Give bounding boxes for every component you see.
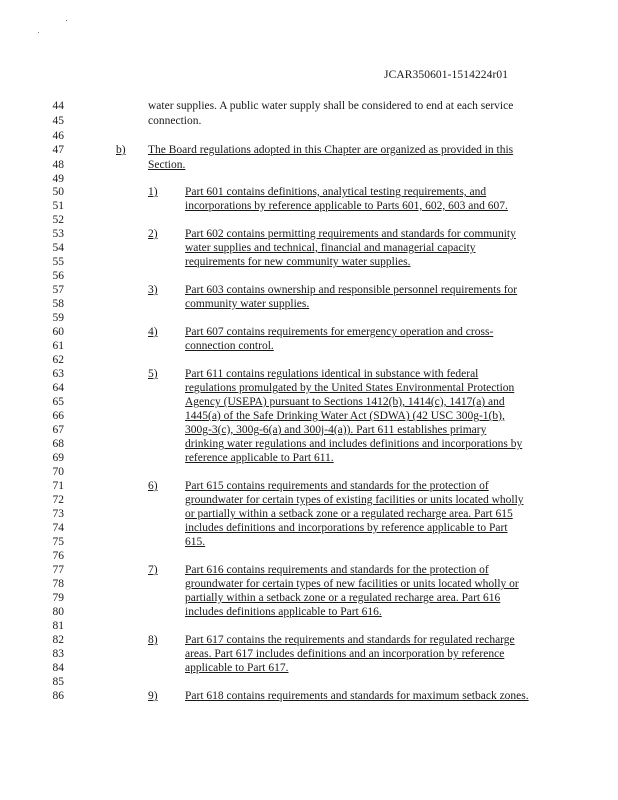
line-number: 84	[52, 662, 64, 674]
line-number: 64	[52, 382, 64, 394]
line-number: 48	[52, 159, 64, 171]
line-number: 55	[52, 256, 64, 268]
line-text: Part 616 contains requirements and standards for the protection of	[185, 564, 489, 576]
line-text: Part 617 contains the requirements and standards for regulated recharge	[185, 634, 515, 646]
line-number: 46	[52, 130, 64, 142]
line-text: water supplies. A public water supply shall be considered to end at each service	[148, 100, 514, 112]
line-text: Part 603 contains ownership and responsible personnel requirements for	[185, 284, 518, 296]
line-text: connection.	[148, 115, 202, 127]
line-number: 75	[52, 536, 64, 548]
line-number: 67	[52, 424, 64, 436]
subsection-label: b)	[116, 144, 126, 156]
line-text: Part 602 contains permitting requirements and standards for community	[185, 228, 516, 240]
line-number: 54	[52, 242, 64, 254]
line-number: 81	[52, 620, 64, 632]
line-text: groundwater for certain types of existing facilities or units located wholly	[185, 494, 524, 506]
item-label: 8)	[148, 634, 158, 646]
line-text: areas. Part 617 includes definitions and an incorporation by reference	[185, 648, 505, 660]
line-text: or partially within a setback zone or a regulated recharge area. Part 615	[185, 508, 513, 520]
scan-specks	[38, 18, 78, 38]
line-number: 65	[52, 396, 64, 408]
line-text: Section.	[148, 159, 186, 171]
line-number: 78	[52, 578, 64, 590]
line-text: includes definitions and incorporations by reference applicable to Part	[185, 522, 508, 534]
line-number: 79	[52, 592, 64, 604]
line-text: The Board regulations adopted in this Chapter are organized as provided in this	[148, 144, 514, 156]
line-number: 63	[52, 368, 64, 380]
line-text: water supplies and technical, financial and managerial capacity	[185, 242, 476, 254]
line-number: 73	[52, 508, 64, 520]
line-text: Part 615 contains requirements and standards for the protection of	[185, 480, 489, 492]
line-number: 44	[52, 100, 64, 112]
line-number: 74	[52, 522, 64, 534]
item-label: 6)	[148, 480, 158, 492]
line-number: 85	[52, 676, 64, 688]
line-text: partially within a setback zone or a regulated recharge area. Part 616	[185, 592, 501, 604]
line-number: 62	[52, 354, 64, 366]
line-number: 70	[52, 466, 64, 478]
line-number: 53	[52, 228, 64, 240]
line-text: Part 611 contains regulations identical in substance with federal	[185, 368, 479, 380]
line-number: 57	[52, 284, 64, 296]
line-text: regulations promulgated by the United States Environmental Protection	[185, 382, 515, 394]
line-text: Part 601 contains definitions, analytical testing requirements, and	[185, 186, 487, 198]
line-number: 76	[52, 550, 64, 562]
line-text: drinking water regulations and includes definitions and incorporations by	[185, 438, 523, 450]
line-text: incorporations by reference applicable to Parts 601, 602, 603 and 607.	[185, 200, 508, 212]
item-label: 7)	[148, 564, 158, 576]
line-text: 1445(a) of the Safe Drinking Water Act (SDWA) (42 USC 300g-1(b),	[185, 410, 505, 422]
line-text: includes definitions applicable to Part 616.	[185, 606, 382, 618]
line-number: 47	[52, 144, 64, 156]
item-label: 9)	[148, 690, 158, 702]
item-label: 3)	[148, 284, 158, 296]
item-label: 4)	[148, 326, 158, 338]
line-text: 300g-3(c), 300g-6(a) and 300j-4(a)). Part 611 establishes primary	[185, 424, 487, 436]
item-label: 5)	[148, 368, 158, 380]
line-text: Part 607 contains requirements for emergency operation and cross-	[185, 326, 494, 338]
line-number: 58	[52, 298, 64, 310]
line-number: 80	[52, 606, 64, 618]
line-text: applicable to Part 617.	[185, 662, 289, 674]
line-number: 61	[52, 340, 64, 352]
line-text: Agency (USEPA) pursuant to Sections 1412(b), 1414(c), 1417(a) and	[185, 396, 505, 408]
line-number: 50	[52, 186, 64, 198]
line-text: reference applicable to Part 611.	[185, 452, 334, 464]
line-number: 77	[52, 564, 64, 576]
line-text: 615.	[185, 536, 206, 548]
line-number: 68	[52, 438, 64, 450]
line-number: 59	[52, 312, 64, 324]
line-number: 45	[52, 115, 64, 127]
line-number: 49	[52, 173, 64, 185]
line-number: 82	[52, 634, 64, 646]
line-number: 51	[52, 200, 64, 212]
speck	[66, 20, 67, 21]
document-id: JCAR350601-1514224r01	[384, 69, 509, 81]
line-number: 56	[52, 270, 64, 282]
speck	[38, 32, 39, 33]
item-label: 2)	[148, 228, 158, 240]
line-number: 69	[52, 452, 64, 464]
line-number: 52	[52, 214, 64, 226]
line-number: 86	[52, 690, 64, 702]
line-text: Part 618 contains requirements and standards for maximum setback zones.	[185, 690, 529, 702]
line-text: groundwater for certain types of new facilities or units located wholly or	[185, 578, 519, 590]
line-number: 83	[52, 648, 64, 660]
line-text: community water supplies.	[185, 298, 310, 310]
line-text: connection control.	[185, 340, 274, 352]
line-number: 60	[52, 326, 64, 338]
item-label: 1)	[148, 186, 158, 198]
line-number: 71	[52, 480, 64, 492]
line-number: 66	[52, 410, 64, 422]
line-text: requirements for new community water supplies.	[185, 256, 411, 268]
line-number: 72	[52, 494, 64, 506]
